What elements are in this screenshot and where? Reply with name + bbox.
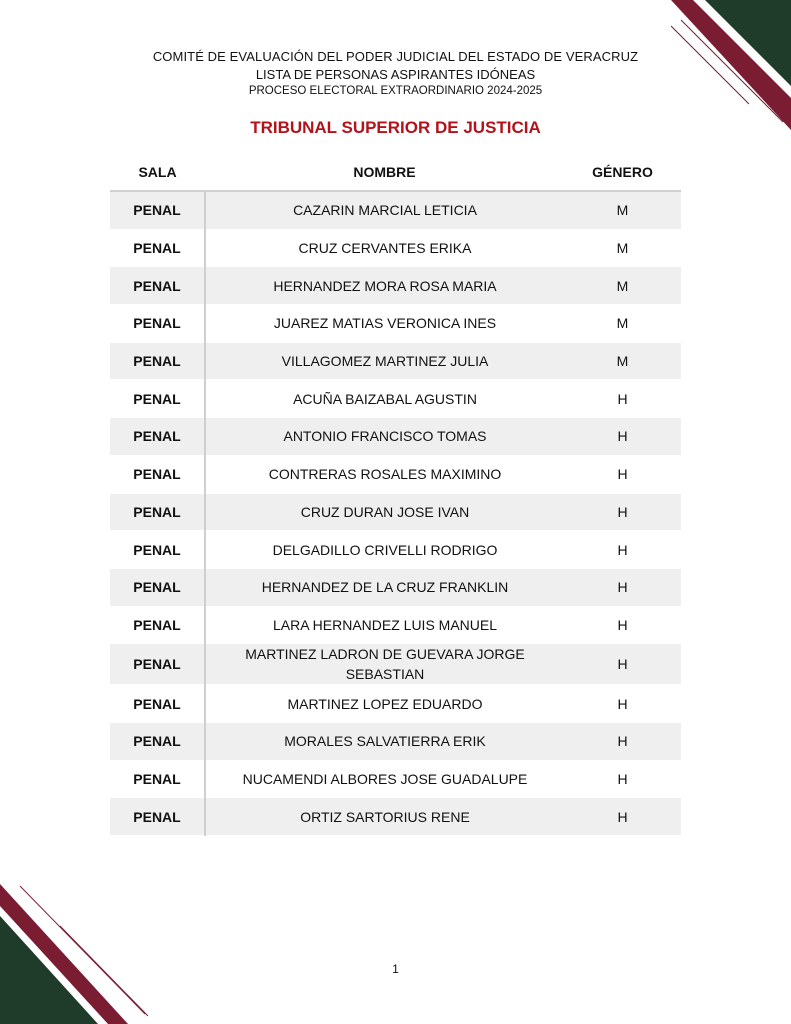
table-row — [110, 229, 681, 267]
table-row — [110, 722, 681, 760]
cell-sala: PENAL — [110, 760, 205, 798]
cell-genero: H — [564, 380, 681, 418]
cell-nombre: CAZARIN MARCIAL LETICIA — [205, 191, 564, 229]
cell-genero: M — [564, 342, 681, 380]
table-row — [110, 531, 681, 569]
cell-genero: H — [564, 685, 681, 723]
cell-sala: PENAL — [110, 568, 205, 606]
cell-nombre: ANTONIO FRANCISCO TOMAS — [205, 418, 564, 456]
cell-genero: H — [564, 798, 681, 836]
cell-genero: H — [564, 418, 681, 456]
cell-sala: PENAL — [110, 267, 205, 305]
column-header-sala: SALA — [110, 154, 205, 191]
cell-genero: H — [564, 644, 681, 685]
corner-decoration-bottom-left — [0, 884, 150, 1024]
cell-nombre: JUAREZ MATIAS VERONICA INES — [205, 305, 564, 343]
cell-nombre: NUCAMENDI ALBORES JOSE GUADALUPE — [205, 760, 564, 798]
cell-nombre: MARTINEZ LADRON DE GUEVARA JORGE SEBASTIAN — [205, 644, 564, 685]
cell-nombre: VILLAGOMEZ MARTINEZ JULIA — [205, 342, 564, 380]
column-header-nombre: NOMBRE — [205, 154, 564, 191]
cell-genero: H — [564, 760, 681, 798]
cell-nombre: MORALES SALVATIERRA ERIK — [205, 722, 564, 760]
cell-genero: M — [564, 267, 681, 305]
cell-nombre: ORTIZ SARTORIUS RENE — [205, 798, 564, 836]
cell-sala: PENAL — [110, 493, 205, 531]
cell-nombre: CRUZ CERVANTES ERIKA — [205, 229, 564, 267]
cell-sala: PENAL — [110, 229, 205, 267]
cell-sala: PENAL — [110, 798, 205, 836]
table-row — [110, 606, 681, 644]
page-number: 1 — [392, 962, 399, 976]
cell-nombre: HERNANDEZ MORA ROSA MARIA — [205, 267, 564, 305]
cell-genero: H — [564, 455, 681, 493]
list-title: LISTA DE PERSONAS ASPIRANTES IDÓNEAS — [255, 67, 536, 82]
page-title: TRIBUNAL SUPERIOR DE JUSTICIA — [250, 118, 541, 137]
table-row — [110, 760, 681, 798]
table-row — [110, 191, 681, 229]
cell-nombre: DELGADILLO CRIVELLI RODRIGO — [205, 531, 564, 569]
cell-nombre: HERNANDEZ DE LA CRUZ FRANKLIN — [205, 568, 564, 606]
cell-sala: PENAL — [110, 455, 205, 493]
table-row — [110, 305, 681, 343]
cell-sala: PENAL — [110, 342, 205, 380]
candidates-table — [110, 154, 681, 836]
table-header-row — [110, 154, 681, 191]
cell-sala: PENAL — [110, 305, 205, 343]
cell-sala: PENAL — [110, 722, 205, 760]
cell-nombre: CONTRERAS ROSALES MAXIMINO — [205, 455, 564, 493]
cell-genero: H — [564, 606, 681, 644]
cell-genero: H — [564, 722, 681, 760]
cell-sala: PENAL — [110, 380, 205, 418]
cell-nombre: LARA HERNANDEZ LUIS MANUEL — [205, 606, 564, 644]
cell-nombre: MARTINEZ LOPEZ EDUARDO — [205, 685, 564, 723]
table-row — [110, 455, 681, 493]
column-header-genero: GÉNERO — [564, 154, 681, 191]
cell-genero: H — [564, 531, 681, 569]
cell-sala: PENAL — [110, 644, 205, 685]
table-row — [110, 342, 681, 380]
table-row — [110, 644, 681, 685]
cell-genero: M — [564, 191, 681, 229]
cell-sala: PENAL — [110, 685, 205, 723]
committee-name: COMITÉ DE EVALUACIÓN DEL PODER JUDICIAL DEL ESTADO DE VERACRUZ — [152, 49, 639, 64]
cell-genero: H — [564, 493, 681, 531]
cell-sala: PENAL — [110, 531, 205, 569]
cell-sala: PENAL — [110, 191, 205, 229]
process-name: PROCESO ELECTORAL EXTRAORDINARIO 2024-2025 — [248, 85, 543, 97]
table-row — [110, 798, 681, 836]
cell-nombre: ACUÑA BAIZABAL AGUSTIN — [205, 380, 564, 418]
table-row — [110, 380, 681, 418]
cell-sala: PENAL — [110, 418, 205, 456]
cell-genero: M — [564, 305, 681, 343]
cell-nombre: CRUZ DURAN JOSE IVAN — [205, 493, 564, 531]
cell-sala: PENAL — [110, 606, 205, 644]
document-header — [0, 48, 791, 100]
cell-genero: H — [564, 568, 681, 606]
table-row — [110, 493, 681, 531]
cell-genero: M — [564, 229, 681, 267]
table-row — [110, 568, 681, 606]
table-row — [110, 267, 681, 305]
table-row — [110, 418, 681, 456]
table-row — [110, 685, 681, 723]
